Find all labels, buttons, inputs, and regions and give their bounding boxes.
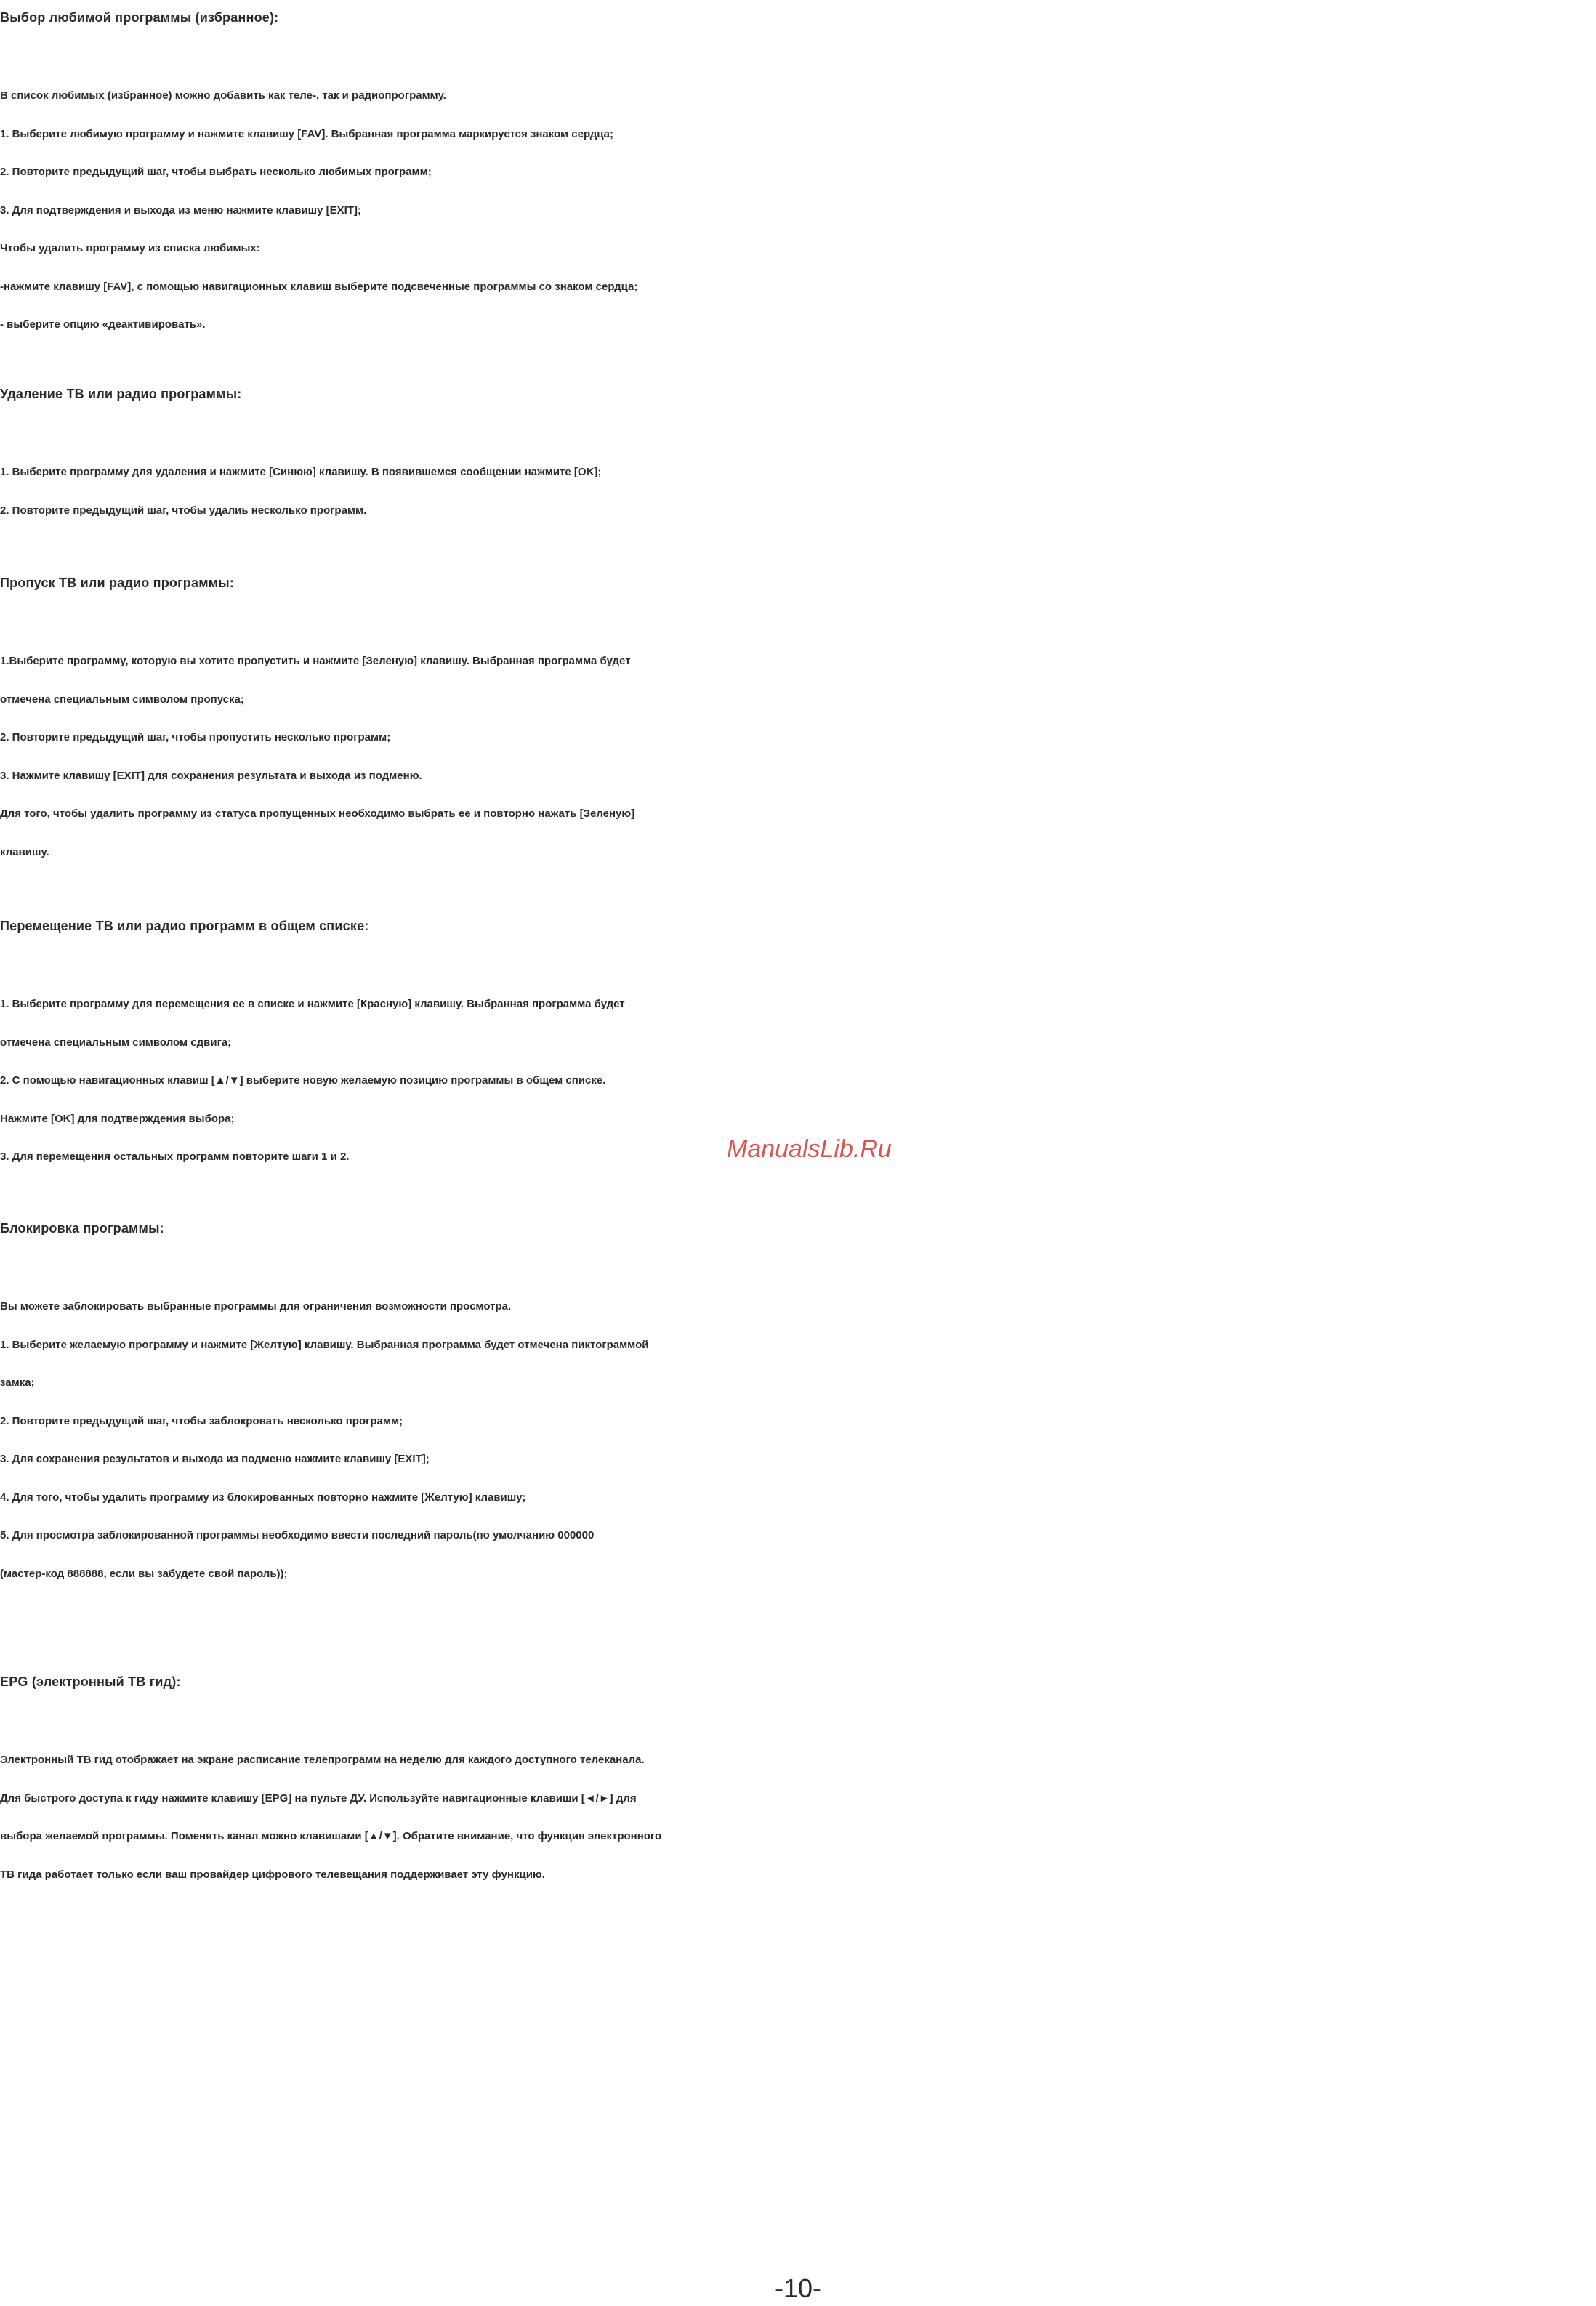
text-line: Для того, чтобы удалить программу из статуса пропущенных необходимо выбрать ее и повторно нажать [Зеленую] bbox=[0, 807, 635, 820]
text-line: 3. Нажмите клавишу [EXIT] для сохранения результата и выхода из подменю. bbox=[0, 769, 422, 782]
section-heading: Блокировка программы: bbox=[0, 1221, 164, 1235]
text-line: 1. Выберите желаемую программу и нажмите [Желтую] клавишу. Выбранная программа будет отмечена пиктограммой bbox=[0, 1338, 649, 1351]
text-line: 2. Повторите предыдущий шаг, чтобы выбрать несколько любимых программ; bbox=[0, 166, 432, 178]
section-skip bbox=[0, 567, 1596, 871]
section-delete bbox=[0, 378, 1596, 530]
text-line: - выберите опцию «деактивировать». bbox=[0, 318, 206, 331]
section-body bbox=[0, 1288, 1596, 1593]
section-heading: Перемещение ТВ или радио программ в общем списке: bbox=[0, 919, 369, 933]
text-line: Вы можете заблокировать выбранные программы для ограничения возможности просмотра. bbox=[0, 1300, 512, 1313]
section-body bbox=[0, 1741, 1596, 1894]
text-line: клавишу. bbox=[0, 845, 49, 858]
text-line: 1. Выберите любимую программу и нажмите клавишу [FAV]. Выбранная программа маркируется знаком сердца; bbox=[0, 127, 614, 140]
text-line: 2. Повторите предыдущий шаг, чтобы пропустить несколько программ; bbox=[0, 731, 391, 743]
text-line: 5. Для просмотра заблокированной программы необходимо ввести последний пароль(по умолчанию 000000 bbox=[0, 1529, 595, 1541]
text-line: отмечена специальным символом пропуска; bbox=[0, 693, 244, 706]
section-epg bbox=[0, 1666, 1596, 1894]
text-line: 2. С помощью навигационных клавиш [▲/▼] выберите новую желаемую позицию программы в общем списке. bbox=[0, 1074, 606, 1087]
section-body bbox=[0, 453, 1596, 530]
text-line: 2. Повторите предыдущий шаг, чтобы удалиь несколько программ. bbox=[0, 504, 367, 517]
section-heading: Выбор любимой программы (избранное): bbox=[0, 10, 279, 25]
text-line: замка; bbox=[0, 1376, 35, 1389]
section-heading: EPG (электронный ТВ гид): bbox=[0, 1674, 181, 1689]
section-body bbox=[0, 77, 1596, 344]
text-line: выбора желаемой программы. Поменять канал можно клавишами [▲/▼]. Обратите внимание, что функция электронного bbox=[0, 1830, 662, 1842]
text-line: 3. Для подтверждения и выхода из меню нажмите клавишу [EXIT]; bbox=[0, 203, 361, 217]
text-line: 3. Для перемещения остальных программ повторите шаги 1 и 2. bbox=[0, 1150, 350, 1163]
section-lock bbox=[0, 1212, 1596, 1593]
text-line: 1. Выберите программу для удаления и нажмите [Синюю] клавишу. В появившемся сообщении нажмите [OK]; bbox=[0, 466, 602, 478]
text-line: 1. Выберите программу для перемещения ее в списке и нажмите [Красную] клавишу. Выбранная программа будет bbox=[0, 998, 625, 1010]
section-heading: Удаление ТВ или радио программы: bbox=[0, 387, 242, 401]
section-heading: Пропуск ТВ или радио программы: bbox=[0, 576, 234, 590]
text-line: отмечена специальным символом сдвига; bbox=[0, 1036, 232, 1049]
text-line: 3. Для сохранения результатов и выхода из подменю нажмите клавишу [EXIT]; bbox=[0, 1453, 430, 1465]
page-number: -10- bbox=[774, 2273, 822, 2303]
text-line: Нажмите [OK] для подтверждения выбора; bbox=[0, 1112, 235, 1125]
text-line: Чтобы удалить программу из списка любимых: bbox=[0, 242, 260, 254]
text-line: 4. Для того, чтобы удалить программу из блокированных повторно нажмите [Желтую] клавишу; bbox=[0, 1491, 526, 1504]
text-line: 2. Повторите предыдущий шаг, чтобы заблокровать несколько программ; bbox=[0, 1414, 403, 1427]
watermark: ManualsLib.Ru bbox=[727, 1135, 892, 1163]
text-line: В список любимых (избранное) можно добавить как теле-, так и радиопрограмму. bbox=[0, 89, 446, 102]
text-line: 1.Выберите программу, которую вы хотите пропустить и нажмите [Зеленую] клавишу. Выбранная программа будет bbox=[0, 655, 631, 667]
text-line: ТВ гида работает только если ваш провайдер цифрового телевещания поддерживает эту функцию. bbox=[0, 1868, 545, 1881]
text-line: Электронный ТВ гид отображает на экране расписание телепрограмм на неделю для каждого доступного телеканала. bbox=[0, 1754, 645, 1766]
section-body bbox=[0, 642, 1596, 871]
text-line: -нажмите клавишу [FAV], с помощью навигационных клавиш выберите подсвеченные программы со знаком сердца; bbox=[0, 280, 638, 293]
text-line: (мастер-код 888888, если вы забудете свой пароль)); bbox=[0, 1567, 288, 1580]
text-line: Для быстрого доступа к гиду нажмите клавишу [EPG] на пульте ДУ. Используйте навигационные клавиши [◄/►] для bbox=[0, 1791, 637, 1805]
section-favorites bbox=[0, 1, 1596, 344]
